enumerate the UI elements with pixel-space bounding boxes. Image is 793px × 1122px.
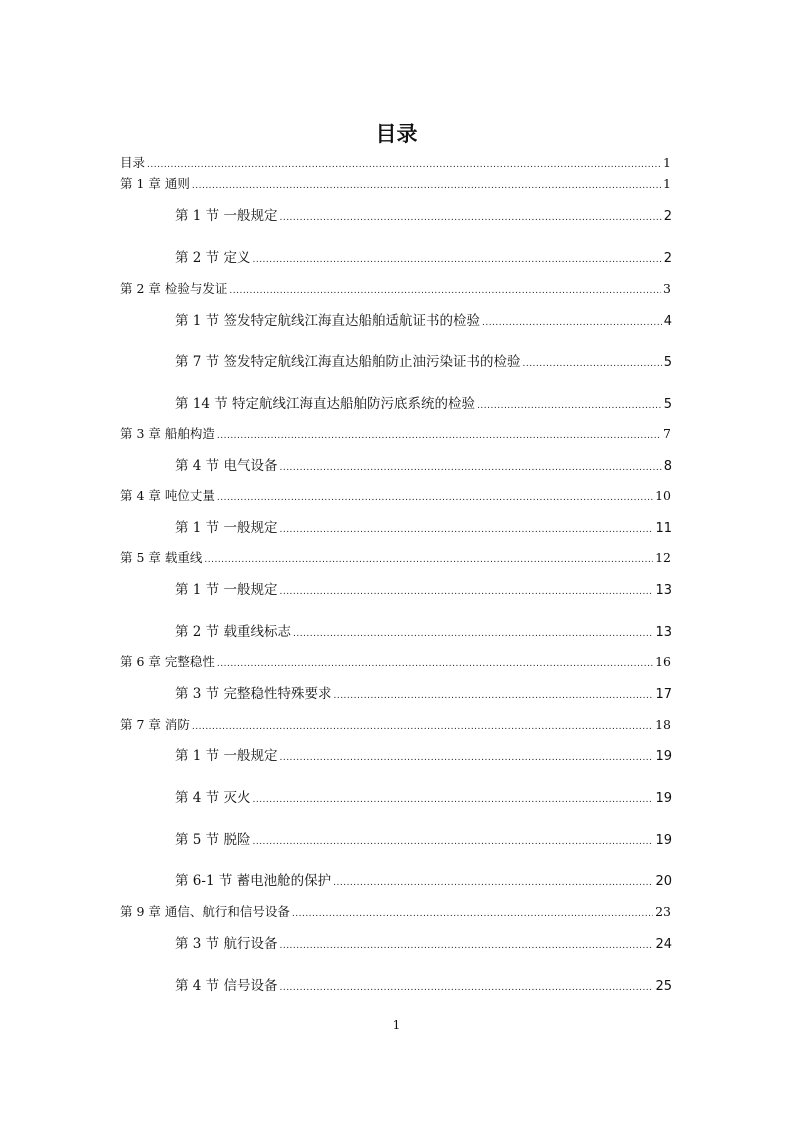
toc-leader-dots	[252, 834, 653, 850]
toc-entry[interactable]	[175, 748, 672, 766]
toc-entry-label: 第 4 节 电气设备	[175, 458, 278, 474]
toc-entry[interactable]	[120, 904, 671, 922]
toc-leader-dots	[293, 626, 653, 642]
toc-entry[interactable]	[120, 654, 671, 672]
toc-entry-page: 3	[663, 281, 671, 296]
toc-entry-page: 16	[655, 654, 671, 669]
page-title: 目录	[375, 122, 418, 146]
toc-entry[interactable]	[120, 488, 671, 506]
toc-leader-dots	[252, 792, 653, 808]
toc-entry-label: 第 4 节 灭火	[175, 790, 251, 806]
toc-entry[interactable]	[175, 313, 672, 331]
toc-entry[interactable]	[120, 550, 671, 568]
toc-entry-page: 10	[655, 488, 671, 503]
toc-entry[interactable]	[175, 208, 672, 226]
toc-entry-label: 第 6 章 完整稳性	[120, 654, 215, 669]
toc-entry[interactable]	[175, 832, 672, 850]
toc-leader-dots	[279, 522, 653, 538]
toc-entry-label: 第 4 节 信号设备	[175, 978, 278, 994]
toc-leader-dots	[279, 210, 661, 226]
toc-entry[interactable]	[120, 155, 671, 173]
toc-entry[interactable]	[175, 790, 672, 808]
toc-entry-label: 第 14 节 特定航线江海直达船舶防污底系统的检验	[175, 396, 476, 412]
toc-entry-page: 23	[655, 904, 671, 919]
toc-entry-page: 2	[663, 251, 672, 266]
toc-entry-page: 1	[663, 155, 671, 170]
toc-entry-page: 25	[655, 979, 672, 994]
toc-leader-dots	[229, 283, 661, 299]
toc-entry-label: 第 5 章 载重线	[120, 550, 203, 565]
toc-entry-page: 20	[655, 874, 672, 889]
toc-entry-page: 12	[655, 550, 671, 565]
toc-leader-dots	[252, 252, 661, 268]
toc-leader-dots	[217, 490, 653, 506]
toc-entry-page: 7	[663, 426, 671, 441]
toc-leader-dots	[279, 460, 661, 476]
toc-entry-page: 19	[655, 749, 672, 764]
toc-entry[interactable]	[175, 354, 672, 372]
toc-leader-dots	[192, 178, 661, 194]
toc-entry-page: 2	[663, 209, 672, 224]
toc-entry[interactable]	[175, 250, 672, 268]
toc-entry-label: 第 7 节 签发特定航线江海直达船舶防止油污染证书的检验	[175, 354, 521, 370]
toc-entry[interactable]	[175, 520, 672, 538]
toc-leader-dots	[217, 656, 653, 672]
toc-entry[interactable]	[175, 582, 672, 600]
toc-leader-dots	[217, 428, 661, 444]
toc-entry-label: 第 1 节 一般规定	[175, 582, 278, 598]
toc-entry-label: 第 3 节 航行设备	[175, 936, 278, 952]
toc-entry[interactable]	[175, 936, 672, 954]
toc-entry-page: 19	[655, 791, 672, 806]
toc-entry-label: 第 7 章 消防	[120, 717, 190, 732]
toc-leader-dots	[279, 980, 653, 996]
toc-leader-dots	[147, 157, 661, 173]
toc-entry-label: 第 1 节 一般规定	[175, 520, 278, 536]
toc-leader-dots	[477, 398, 662, 414]
toc-leader-dots	[279, 938, 653, 954]
toc-entry[interactable]	[120, 426, 671, 444]
toc-entry-label: 第 1 节 签发特定航线江海直达船舶适航证书的检验	[175, 313, 480, 329]
toc-entry-label: 第 2 章 检验与发证	[120, 281, 228, 296]
toc-entry-label: 第 3 章 船舶构造	[120, 426, 215, 441]
page-number: 1	[392, 1018, 401, 1032]
toc-entry-label: 第 2 节 定义	[175, 250, 251, 266]
toc-entry-page: 5	[663, 397, 672, 412]
toc-entry-label: 第 1 节 一般规定	[175, 748, 278, 764]
toc-leader-dots	[333, 688, 653, 704]
toc-leader-dots	[192, 719, 653, 735]
toc-entry-label: 第 1 章 通则	[120, 176, 190, 191]
toc-entry-page: 11	[655, 521, 672, 536]
toc-entry-page: 5	[663, 355, 672, 370]
toc-entry[interactable]	[120, 281, 671, 299]
toc-entry-label: 第 1 节 一般规定	[175, 208, 278, 224]
toc-entry-page: 4	[663, 314, 672, 329]
toc-entry-page: 13	[655, 625, 672, 640]
toc-leader-dots	[482, 315, 662, 331]
toc-entry[interactable]	[175, 458, 672, 476]
toc-entry-label: 第 6-1 节 蓄电池舱的保护	[175, 873, 332, 889]
toc-leader-dots	[279, 750, 653, 766]
toc-entry[interactable]	[175, 624, 672, 642]
toc-entry-page: 19	[655, 833, 672, 848]
toc-entry[interactable]	[120, 717, 671, 735]
toc-entry[interactable]	[175, 686, 672, 704]
toc-leader-dots	[333, 875, 653, 891]
toc-entry-label: 第 2 节 载重线标志	[175, 624, 291, 640]
toc-leader-dots	[204, 552, 653, 568]
toc-entry-page: 1	[663, 176, 671, 191]
toc-entry-page: 18	[655, 717, 671, 732]
toc-entry[interactable]	[120, 176, 671, 194]
toc-entry-label: 目录	[120, 155, 146, 170]
toc-entry-label: 第 5 节 脱险	[175, 832, 251, 848]
toc-entry[interactable]	[175, 396, 672, 414]
toc-entry-label: 第 3 节 完整稳性特殊要求	[175, 686, 332, 702]
toc-entry-page: 24	[655, 937, 672, 952]
toc-leader-dots	[292, 906, 653, 922]
toc-entry-page: 8	[663, 459, 672, 474]
toc-entry[interactable]	[175, 978, 672, 996]
toc-entry-label: 第 4 章 吨位丈量	[120, 488, 215, 503]
toc-leader-dots	[522, 356, 661, 372]
toc-entry-page: 13	[655, 583, 672, 598]
toc-entry-page: 17	[655, 687, 672, 702]
toc-entry-label: 第 9 章 通信、航行和信号设备	[120, 904, 290, 919]
toc-entry[interactable]	[175, 873, 672, 891]
toc-leader-dots	[279, 584, 653, 600]
